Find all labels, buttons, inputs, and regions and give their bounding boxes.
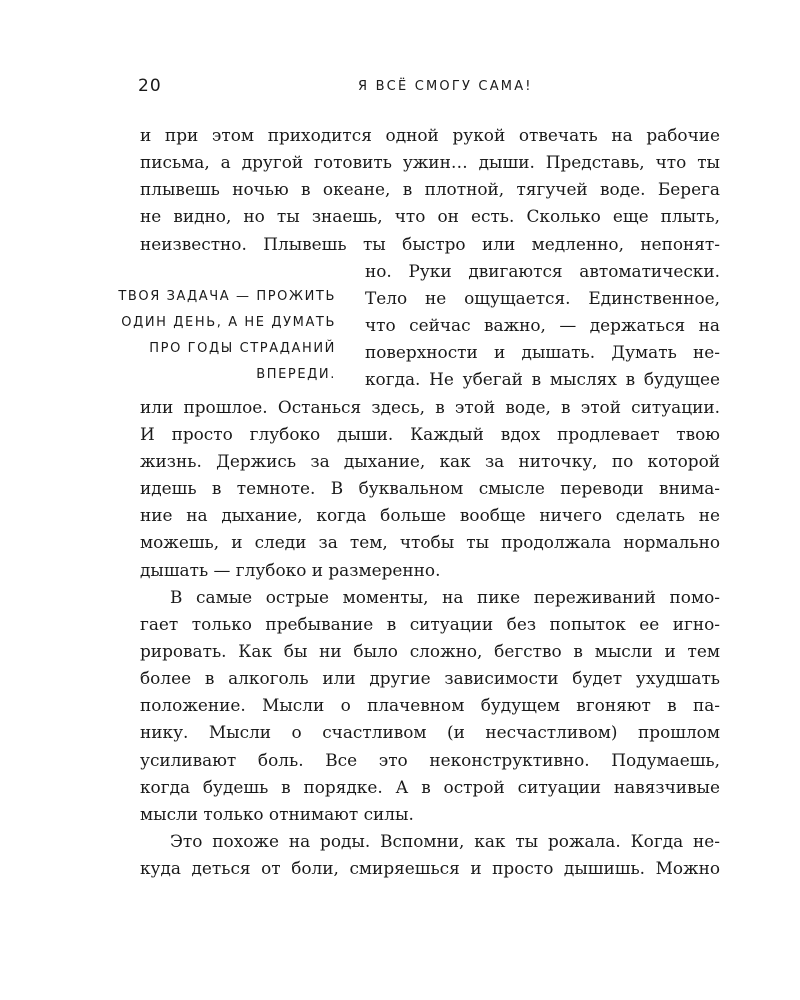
text-line: ние на дыхание, когда больше вообще ничего сделать не [140,505,720,526]
text-line: гает только пребывание в ситуации без попыток ее игно- [140,613,720,634]
text-line: куда деться от боли, смиряешься и просто дышишь. Можно [140,858,720,879]
pull-quote-line: ПРО ГОДЫ СТРАДАНИЙ [149,341,336,356]
text-line: жизнь. Держись за дыхание, как за ниточку, по которой [140,450,720,471]
text-line: В самые острые моменты, на пике переживаний помо- [170,586,720,607]
text-line: Тело не ощущается. Единственное, [365,287,720,308]
text-line: и при этом приходится одной рукой отвечать на рабочие [140,125,720,145]
text-line: усиливают боль. Все это неконструктивно. Подумаешь, [140,749,720,770]
text-line: положение. Мысли о плачевном будущем вгоняют в па- [140,695,720,716]
text-line: Это похоже на роды. Вспомни, как ты рожала. Когда не- [170,831,720,852]
text-line: что сейчас важно, — держаться на [365,315,720,336]
text-line: можешь, и следи за тем, чтобы ты продолжала нормально [140,532,720,553]
text-line: когда. Не убегай в мыслях в будущее [365,369,720,390]
pull-quote-line: ТВОЯ ЗАДАЧА — ПРОЖИТЬ [118,289,336,304]
body-text [140,122,720,882]
text-line: дышать — глубоко и размеренно. [140,559,441,580]
text-line: поверхности и дышать. Думать не- [365,342,720,363]
text-line: нику. Мысли о счастливом (и несчастливом) прошлом [140,722,720,743]
pull-quote-line: ОДИН ДЕНЬ, А НЕ ДУМАТЬ [121,315,336,330]
text-line: плывешь ночью в океане, в плотной, тягучей воде. Берега [140,179,720,200]
text-line: рировать. Как бы ни было сложно, бегство в мысли и тем [140,640,720,661]
pull-quote-line: ВПЕРЕДИ. [256,367,336,382]
text-line: более в алкоголь или другие зависимости будет ухудшать [140,668,720,689]
text-line: не видно, но ты знаешь, что он есть. Сколько еще плыть, [140,206,720,227]
text-line: но. Руки двигаются автоматически. [365,260,720,281]
text-line: когда будешь в порядке. А в острой ситуации навязчивые [140,776,720,797]
text-line: И просто глубоко дыши. Каждый вдох продлевает твою [140,423,720,444]
text-line: идешь в темноте. В буквальном смысле переводи внима- [140,478,720,499]
text-line: письма, а другой готовить ужин… дыши. Представь, что ты [140,152,720,173]
page-header [138,76,718,102]
page-number: 20 [138,76,162,96]
text-line: неизвестно. Плывешь ты быстро или медленно, непонят- [140,233,720,254]
running-title: Я ВСЁ СМОГУ САМА! [358,79,533,94]
text-line: или прошлое. Останься здесь, в этой воде, в этой ситуации. [140,396,720,417]
text-line: мысли только отнимают силы. [140,803,414,824]
